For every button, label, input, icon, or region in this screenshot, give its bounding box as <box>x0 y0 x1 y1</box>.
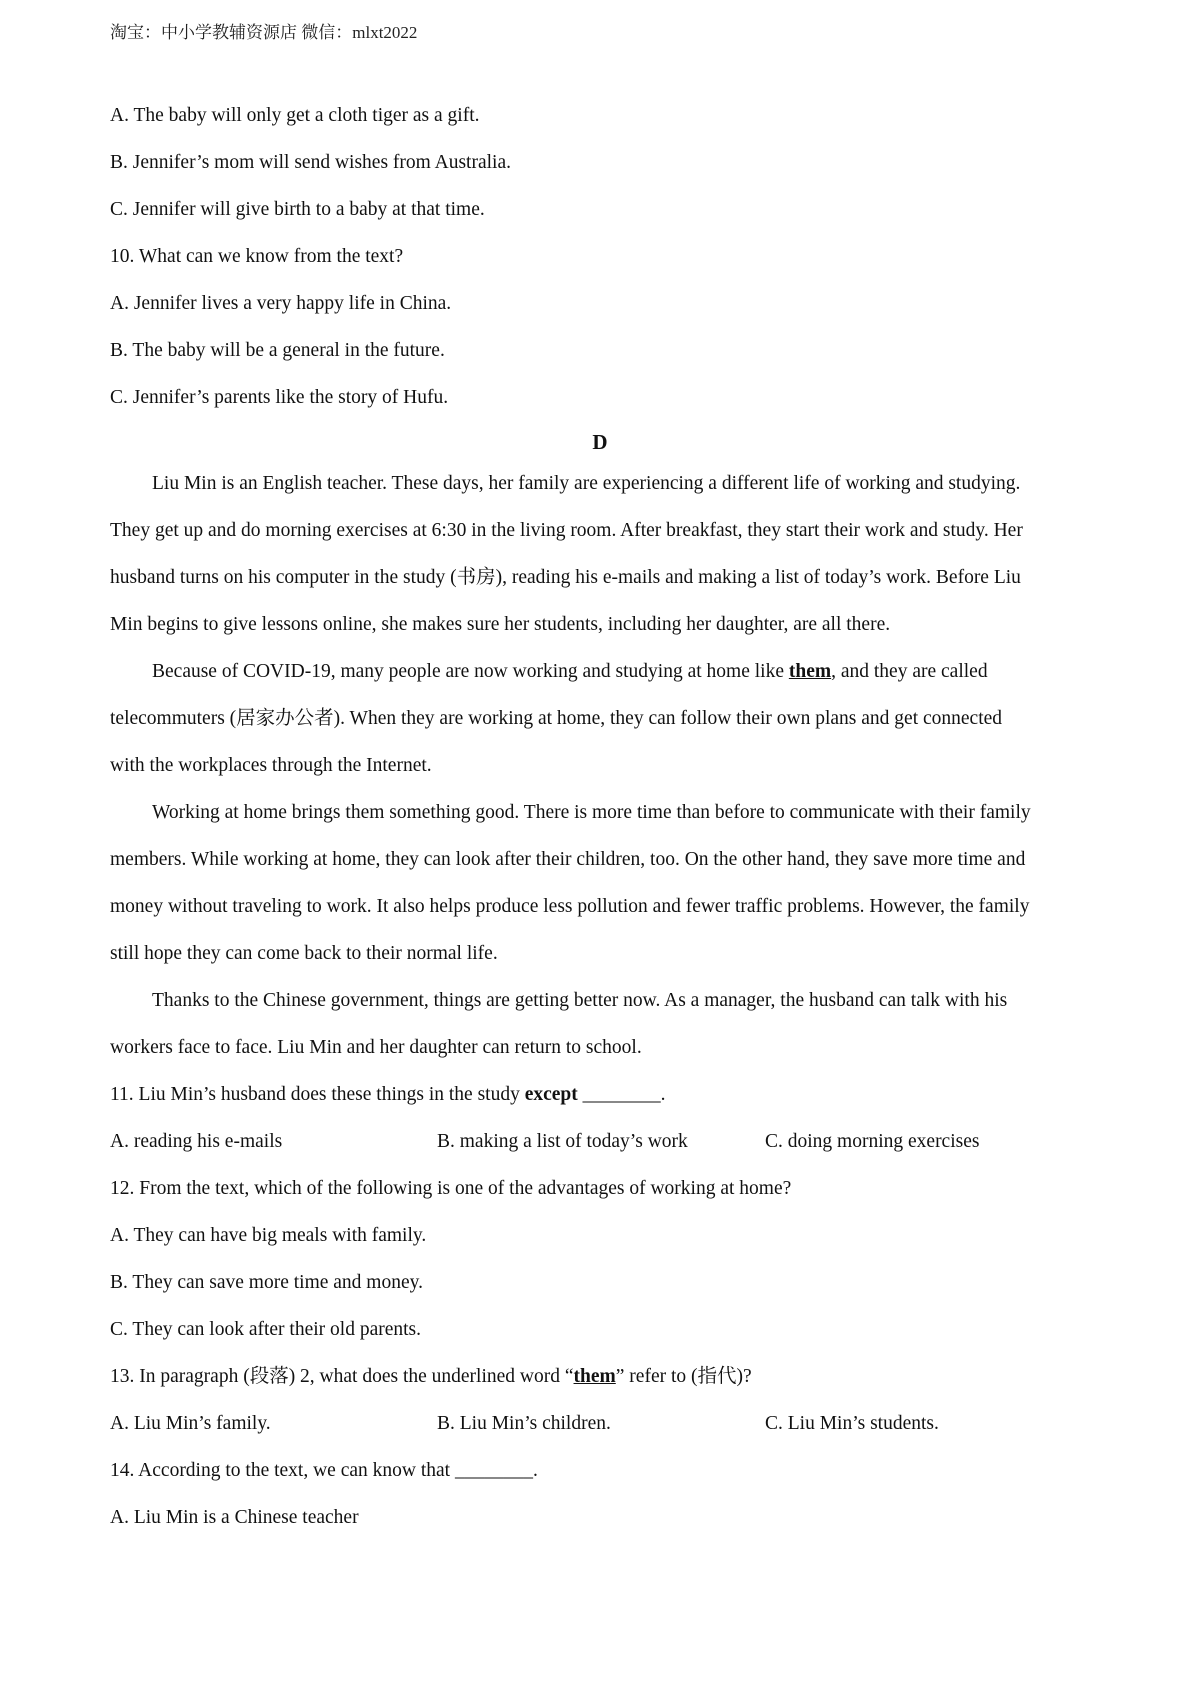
paragraph-3-line: members. While working at home, they can look after their children, too. On the other hand, they save more time and <box>110 849 1026 870</box>
paragraph-1-line: Liu Min is an English teacher. These days, her family are experiencing a different life of working and studying. <box>152 473 1021 494</box>
paragraph-2-text: Because of COVID-19, many people are now working and studying at home like <box>152 661 789 682</box>
q10-stem: 10. What can we know from the text? <box>110 246 404 267</box>
q11-option-b: B. making a list of today’s work <box>437 1131 688 1152</box>
q13-option-c: C. Liu Min’s students. <box>765 1413 939 1434</box>
q14-option-a: A. Liu Min is a Chinese teacher <box>110 1507 359 1528</box>
q13-option-b: B. Liu Min’s children. <box>437 1413 611 1434</box>
q9-option-b: B. Jennifer’s mom will send wishes from Australia. <box>110 152 511 173</box>
section-heading: D <box>592 430 608 454</box>
q12-option-c: C. They can look after their old parents. <box>110 1319 422 1340</box>
q13-stem-text: 13. In paragraph (段落) 2, what does the underlined word “ <box>110 1366 574 1387</box>
paragraph-2-line <box>152 660 1142 684</box>
q12-option-b: B. They can save more time and money. <box>110 1272 423 1293</box>
q13-underlined-word: them <box>573 1366 616 1387</box>
paragraph-1-line: Min begins to give lessons online, she makes sure her students, including her daughter, are all there. <box>110 614 891 635</box>
q11-stem-blank: ________. <box>577 1084 666 1105</box>
watermark-header: 淘宝：中小学教辅资源店 微信：mlxt2022 <box>110 23 418 42</box>
paragraph-1-line: They get up and do morning exercises at 6:30 in the living room. After breakfast, they start their work and study. Her <box>110 520 1023 541</box>
q10-option-a: A. Jennifer lives a very happy life in China. <box>110 293 452 314</box>
underlined-word-them: them <box>788 661 832 682</box>
q11-stem-text: 11. Liu Min’s husband does these things in the study <box>110 1084 525 1105</box>
q10-option-c: C. Jennifer’s parents like the story of Hufu. <box>110 387 449 408</box>
q12-option-a: A. They can have big meals with family. <box>110 1225 427 1246</box>
q11-stem <box>110 1083 1100 1107</box>
q11-option-c: C. doing morning exercises <box>765 1131 980 1152</box>
q13-stem-text-end: ” refer to (指代)? <box>615 1366 752 1387</box>
paragraph-2-text: , and they are called <box>831 661 988 682</box>
paragraph-3-line: still hope they can come back to their normal life. <box>110 943 498 964</box>
paragraph-2-line: with the workplaces through the Internet. <box>110 755 432 776</box>
paragraph-2-line: telecommuters (居家办公者). When they are working at home, they can follow their own plans and get connected <box>110 708 1003 729</box>
paragraph-3-line: money without traveling to work. It also helps produce less pollution and fewer traffic problems. However, the family <box>110 896 1030 917</box>
q11-bold-word: except <box>524 1084 578 1105</box>
q13-option-a: A. Liu Min’s family. <box>110 1413 271 1434</box>
paragraph-4-line: Thanks to the Chinese government, things are getting better now. As a manager, the husband can talk with his <box>152 990 1008 1011</box>
q13-stem <box>110 1365 1100 1389</box>
q12-stem: 12. From the text, which of the following is one of the advantages of working at home? <box>110 1178 792 1199</box>
q9-option-c: C. Jennifer will give birth to a baby at that time. <box>110 199 485 220</box>
q10-option-b: B. The baby will be a general in the future. <box>110 340 445 361</box>
q9-option-a: A. The baby will only get a cloth tiger as a gift. <box>110 105 480 126</box>
q11-option-a: A. reading his e-mails <box>110 1131 283 1152</box>
q14-stem: 14. According to the text, we can know that ________. <box>110 1460 538 1481</box>
paragraph-4-line: workers face to face. Liu Min and her daughter can return to school. <box>110 1037 642 1058</box>
paragraph-1-line: husband turns on his computer in the study (书房), reading his e-mails and making a list of today’s work. Before Liu <box>110 567 1021 588</box>
paragraph-3-line: Working at home brings them something good. There is more time than before to communicate with their family <box>152 802 1031 823</box>
